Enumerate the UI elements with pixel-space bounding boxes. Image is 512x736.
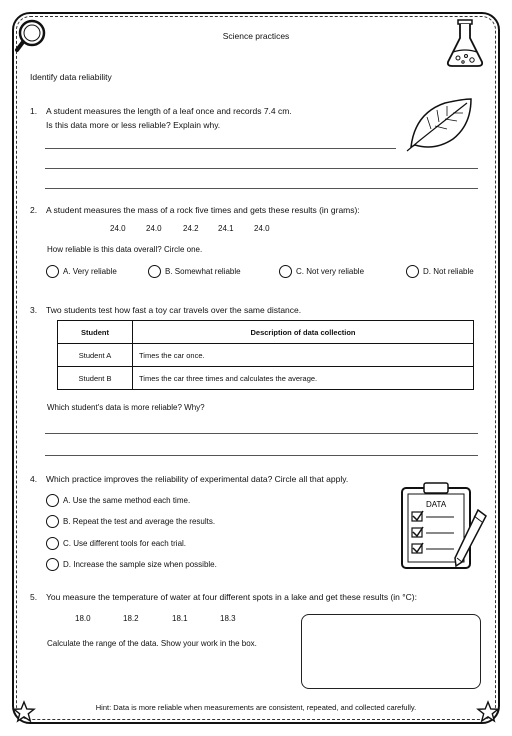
question-number: 5. xyxy=(30,592,38,602)
answer-circle[interactable] xyxy=(279,265,292,278)
hint-text: Hint: Data is more reliable when measurements are consistent, repeated, and collected carefully. xyxy=(95,703,417,712)
practice-option-d[interactable] xyxy=(46,558,217,571)
option-label: C. Use different tools for each trial. xyxy=(63,539,187,548)
result-value: 24.0 xyxy=(146,224,162,233)
result-value: 24.0 xyxy=(110,224,126,233)
question-number: 3. xyxy=(30,305,38,315)
table-cell: Times the car three times and calculates the average. xyxy=(133,367,474,390)
result-value: 24.2 xyxy=(183,224,199,233)
answer-circle[interactable] xyxy=(148,265,161,278)
question-5-prompt: Calculate the range of the data. Show your work in the box. xyxy=(47,639,257,648)
option-d[interactable] xyxy=(406,265,474,278)
question-5 xyxy=(30,590,417,604)
result-value: 24.1 xyxy=(218,224,234,233)
question-3-prompt: Which student's data is more reliable? Why? xyxy=(47,403,205,412)
answer-circle[interactable] xyxy=(46,558,59,571)
question-2-prompt: How reliable is this data overall? Circle one. xyxy=(47,245,203,254)
practice-option-b[interactable] xyxy=(46,515,215,528)
option-label: A. Use the same method each time. xyxy=(63,496,191,505)
option-label: D. Increase the sample size when possible. xyxy=(63,560,217,569)
answer-line[interactable] xyxy=(45,455,478,456)
star-icon xyxy=(476,700,500,724)
answer-line[interactable] xyxy=(45,168,478,169)
table-row xyxy=(58,367,474,390)
question-4-text: Which practice improves the reliability of experimental data? Circle all that apply. xyxy=(46,474,349,484)
question-3-text: Two students test how fast a toy car travels over the same distance. xyxy=(46,305,302,315)
question-number: 4. xyxy=(30,474,38,484)
leaf-icon xyxy=(405,95,477,153)
result-value: 18.2 xyxy=(123,614,139,623)
option-b[interactable] xyxy=(148,265,241,278)
result-value: 18.1 xyxy=(172,614,188,623)
question-4 xyxy=(30,472,348,486)
option-label: B. Repeat the test and average the results. xyxy=(63,517,216,526)
question-2 xyxy=(30,203,360,217)
result-value: 18.0 xyxy=(75,614,91,623)
flask-icon xyxy=(444,18,486,70)
answer-line[interactable] xyxy=(45,148,396,149)
answer-circle[interactable] xyxy=(46,537,59,550)
option-label: C. Not very reliable xyxy=(296,267,365,276)
question-1-text: A student measures the length of a leaf once and records 7.4 cm. xyxy=(46,106,292,116)
table-cell: Student B xyxy=(58,367,133,390)
data-collection-table xyxy=(57,320,474,390)
work-box[interactable] xyxy=(301,614,481,689)
result-value: 24.0 xyxy=(254,224,270,233)
answer-circle[interactable] xyxy=(406,265,419,278)
result-value: 18.3 xyxy=(220,614,236,623)
star-icon xyxy=(12,700,36,724)
answer-line[interactable] xyxy=(45,188,478,189)
practice-option-c[interactable] xyxy=(46,537,186,550)
table-cell: Times the car once. xyxy=(133,344,474,367)
option-c[interactable] xyxy=(279,265,364,278)
pencil-icon xyxy=(452,506,490,570)
question-3 xyxy=(30,303,301,317)
clipboard-label: DATA xyxy=(426,500,447,509)
question-1 xyxy=(30,104,292,132)
column-header: Student xyxy=(58,321,133,344)
option-label: B. Somewhat reliable xyxy=(165,267,241,276)
option-a[interactable] xyxy=(46,265,117,278)
answer-circle[interactable] xyxy=(46,515,59,528)
question-number: 1. xyxy=(30,106,38,116)
page-title: Science practices xyxy=(222,31,290,41)
question-number: 2. xyxy=(30,205,38,215)
question-2-text: A student measures the mass of a rock five times and gets these results (in grams): xyxy=(46,205,360,215)
question-1-prompt: Is this data more or less reliable? Explain why. xyxy=(46,120,221,130)
column-header: Description of data collection xyxy=(133,321,474,344)
question-5-text: You measure the temperature of water at four different spots in a lake and get these results (in °C): xyxy=(46,592,417,602)
answer-line[interactable] xyxy=(45,433,478,434)
practice-option-a[interactable] xyxy=(46,494,190,507)
table-cell: Student A xyxy=(58,344,133,367)
table-row xyxy=(58,344,474,367)
answer-circle[interactable] xyxy=(46,494,59,507)
option-label: A. Very reliable xyxy=(63,267,117,276)
table-header-row xyxy=(58,321,474,344)
option-label: D. Not reliable xyxy=(423,267,474,276)
section-subtitle: Identify data reliability xyxy=(30,72,112,82)
answer-circle[interactable] xyxy=(46,265,59,278)
